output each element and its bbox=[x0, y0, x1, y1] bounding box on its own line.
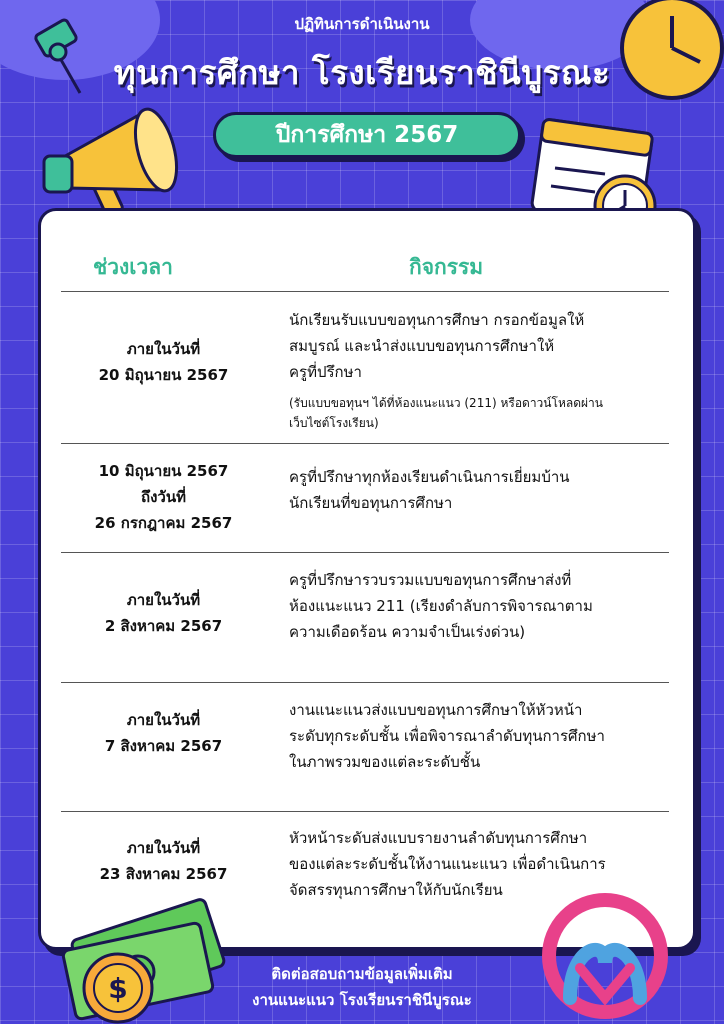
year-badge: ปีการศึกษา 2567 bbox=[213, 112, 521, 158]
row-5-activity: หัวหน้าระดับส่งแบบรายงานลำดับทุนการศึกษา ของแต่ละระดับชั้นให้งานแนะแนว เพื่อดำเนินการ จัดสรรทุนการศึกษาให้กับนักเรียน bbox=[289, 829, 606, 899]
divider bbox=[61, 552, 669, 553]
coin-icon bbox=[78, 948, 158, 1024]
svg-text:$: $ bbox=[108, 972, 128, 1005]
row-1-note: (รับแบบขอทุนฯ ได้ที่ห้องแนะแนว (211) หรือดาวน์โหลดผ่าน เว็บไซต์โรงเรียน) bbox=[289, 396, 603, 430]
divider bbox=[61, 291, 669, 292]
row-2-date: 10 มิถุนายน 2567 ถึงวันที่ 26 กรกฎาคม 2567 bbox=[94, 462, 233, 532]
footer-school: งานแนะแนว โรงเรียนราชินีบูรณะ bbox=[252, 991, 472, 1009]
row-1-activity: นักเรียนรับแบบขอทุนการศึกษา กรอกข้อมูลให้ สมบูรณ์ และนำส่งแบบขอทุนการศึกษาให้ ครูที่ปรึกษา (รับแบบขอทุนฯ ได้ที่ห้องแนะแนว (211) หรือดาวน์โหลดผ่าน เว็บไซต์โรงเรียน) bbox=[289, 307, 679, 433]
row-3-activity: ครูที่ปรึกษารวบรวมแบบขอทุนการศึกษาส่งที่ ห้องแนะแนว 211 (เรียงดำลับการพิจารณาตาม ความเดือดร้อน ความจำเป็นเร่งด่วน) bbox=[289, 571, 593, 641]
divider bbox=[61, 811, 669, 812]
column-header-time: ช่วงเวลา bbox=[93, 255, 173, 279]
row-4-date: ภายในวันที่ 7 สิงหาคม 2567 bbox=[104, 711, 223, 755]
row-3-date: ภายในวันที่ 2 สิงหาคม 2567 bbox=[104, 591, 223, 635]
footer-contact: ติดต่อสอบถามข้อมูลเพิ่มเติม bbox=[271, 965, 453, 983]
row-2-activity: ครูที่ปรึกษาทุกห้องเรียนดำเนินการเยี่ยมบ้าน นักเรียนที่ขอทุนการศึกษา bbox=[289, 468, 570, 512]
row-1-date: ภายในวันที่ 20 มิถุนายน 2567 bbox=[98, 340, 229, 384]
divider bbox=[61, 443, 669, 444]
schedule-card bbox=[38, 208, 696, 950]
header-subtitle: ปฏิทินการดำเนินงาน bbox=[294, 15, 430, 33]
page-title: ทุนการศึกษา โรงเรียนราชินีบูรณะ bbox=[113, 53, 611, 92]
row-5-date: ภายในวันที่ 23 สิงหาคม 2567 bbox=[99, 839, 228, 883]
column-header-activity: กิจกรรม bbox=[409, 255, 484, 279]
divider bbox=[61, 682, 669, 683]
row-4-activity: งานแนะแนวส่งแบบขอทุนการศึกษาให้หัวหน้า ระดับทุกระดับชั้น เพื่อพิจารณาลำดับทุนการศึกษา ในภาพรวมของแต่ละระดับชั้น bbox=[289, 701, 605, 771]
